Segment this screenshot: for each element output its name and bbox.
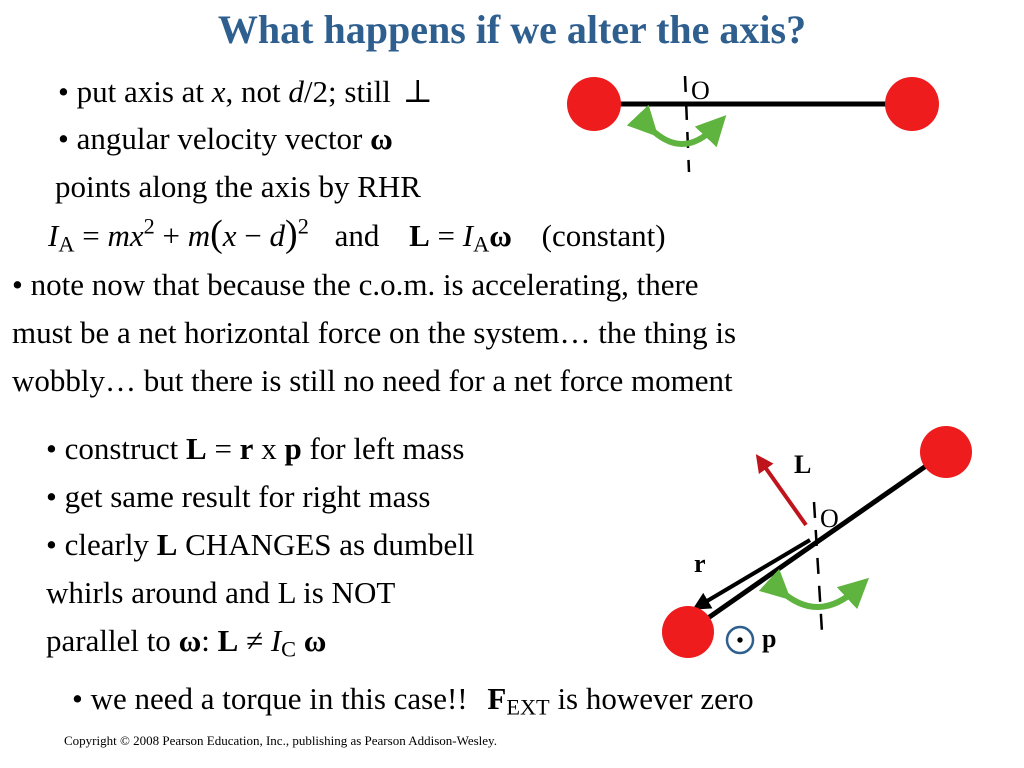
bullet-not-parallel: parallel to ω: $L \ne I_C$ ω bbox=[46, 623, 327, 662]
bullet-torque-needed: • we need a torque in this case!! $F_{EXT}$ is however zero bbox=[72, 681, 754, 720]
bullet-L-changes: • clearly L CHANGES as dumbell bbox=[46, 527, 475, 562]
copyright-notice: Copyright © 2008 Pearson Education, Inc., publishing as Pearson Addison-Wesley. bbox=[64, 733, 497, 748]
slide-title: What happens if we alter the axis? bbox=[217, 7, 807, 52]
p-dot-symbol: • bbox=[736, 630, 744, 652]
bullet-angular-velocity-cont: points along the axis by RHR bbox=[55, 169, 421, 204]
p-label: p bbox=[762, 624, 777, 653]
bullet-construct-L: • construct L = r x p for left mass bbox=[46, 431, 465, 466]
bottom-left-mass bbox=[662, 606, 714, 658]
note-line-1: • note now that because the c.o.m. is accelerating, there bbox=[12, 267, 699, 302]
r-label: r bbox=[694, 549, 706, 578]
bullet-axis-position: • put axis at x, not d/2; still ⊥ bbox=[58, 73, 433, 109]
moment-of-inertia-equation: $I_A = mx^2 + m(x - d)^2$ and $L = I_A\omega$ (constant) bbox=[48, 213, 666, 257]
bullet-L-changes-cont: whirls around and L is NOT bbox=[46, 575, 396, 610]
bottom-right-mass bbox=[920, 426, 972, 478]
bullet-angular-velocity: • angular velocity vector ω bbox=[58, 121, 393, 156]
note-line-2: must be a net horizontal force on the system… the thing is bbox=[12, 315, 737, 350]
L-label: L bbox=[794, 450, 812, 479]
perpendicular-symbol: ⊥ bbox=[402, 73, 433, 109]
note-line-3: wobbly… but there is still no need for a net force moment bbox=[12, 363, 733, 398]
top-axis-label: O bbox=[691, 76, 710, 105]
bottom-axis-label: O bbox=[820, 504, 839, 533]
bullet-right-mass: • get same result for right mass bbox=[46, 479, 431, 514]
